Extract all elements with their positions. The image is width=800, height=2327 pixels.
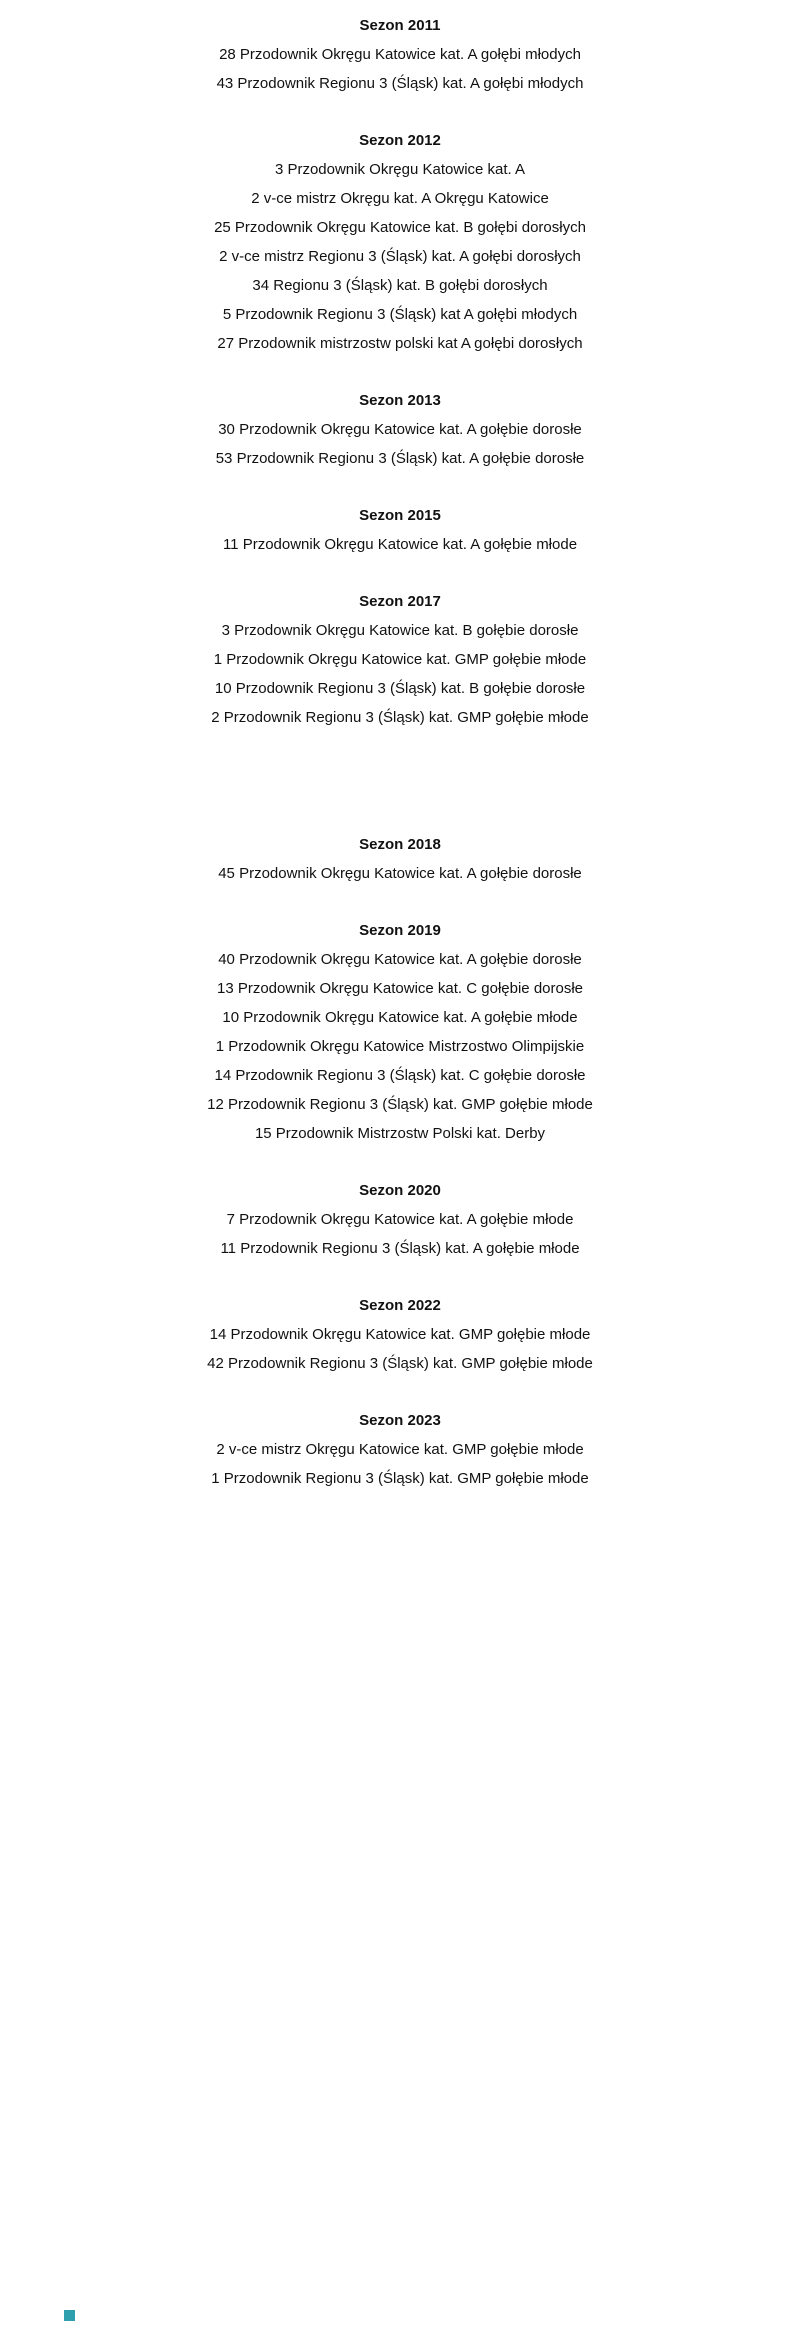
achievement-line: 2 v-ce mistrz Regionu 3 (Śląsk) kat. A gołębi dorosłych [219, 248, 581, 265]
achievement-line: 43 Przodownik Regionu 3 (Śląsk) kat. A gołębi młodych [216, 75, 584, 92]
achievement-line: 25 Przodownik Okręgu Katowice kat. B gołębi dorosłych [214, 219, 586, 236]
achievement-line: 10 Przodownik Regionu 3 (Śląsk) kat. B gołębie dorosłe [214, 680, 586, 697]
season-block-2011 [0, 11, 800, 98]
achievement-line: 5 Przodownik Regionu 3 (Śląsk) kat A gołębi młodych [222, 306, 578, 323]
achievement-line: 7 Przodownik Okręgu Katowice kat. A gołębie młode [226, 1211, 574, 1228]
season-title: Sezon 2019 [359, 922, 441, 939]
season-title: Sezon 2011 [359, 17, 441, 34]
achievement-line: 3 Przodownik Okręgu Katowice kat. A [274, 161, 526, 178]
achievement-line: 3 Przodownik Okręgu Katowice kat. B gołębie dorosłe [221, 622, 579, 639]
achievement-line: 15 Przodownik Mistrzostw Polski kat. Derby [254, 1125, 546, 1142]
achievement-line: 1 Przodownik Okręgu Katowice kat. GMP gołębie młode [213, 651, 587, 668]
achievement-line: 28 Przodownik Okręgu Katowice kat. A gołębi młodych [219, 46, 581, 63]
season-title: Sezon 2017 [359, 593, 441, 610]
achievement-line: 34 Regionu 3 (Śląsk) kat. B gołębi dorosłych [252, 277, 548, 294]
season-title: Sezon 2012 [359, 132, 441, 149]
season-title: Sezon 2013 [359, 392, 441, 409]
achievement-line: 13 Przodownik Okręgu Katowice kat. C gołębie dorosłe [216, 980, 584, 997]
season-block-2015 [0, 501, 800, 559]
achievement-line: 53 Przodownik Regionu 3 (Śląsk) kat. A gołębie dorosłe [215, 450, 585, 467]
season-title: Sezon 2015 [359, 507, 441, 524]
achievement-line: 1 Przodownik Okręgu Katowice Mistrzostwo Olimpijskie [215, 1038, 585, 1055]
achievement-line: 2 Przodownik Regionu 3 (Śląsk) kat. GMP gołębie młode [211, 709, 589, 726]
achievement-line: 45 Przodownik Okręgu Katowice kat. A gołębie dorosłe [218, 865, 582, 882]
season-block-2019 [0, 916, 800, 1148]
season-title: Sezon 2022 [359, 1297, 441, 1314]
season-block-2022 [0, 1291, 800, 1378]
achievement-line: 40 Przodownik Okręgu Katowice kat. A gołębie dorosłe [218, 951, 582, 968]
season-block-2012 [0, 126, 800, 358]
season-title: Sezon 2023 [359, 1412, 441, 1429]
season-block-2023 [0, 1406, 800, 1493]
season-title: Sezon 2020 [359, 1182, 441, 1199]
achievement-line: 30 Przodownik Okręgu Katowice kat. A gołębie dorosłe [218, 421, 582, 438]
season-title: Sezon 2018 [359, 836, 441, 853]
achievement-line: 12 Przodownik Regionu 3 (Śląsk) kat. GMP gołębie młode [207, 1096, 593, 1113]
season-block-2017 [0, 587, 800, 732]
achievement-line: 14 Przodownik Okręgu Katowice kat. GMP gołębie młode [209, 1326, 591, 1343]
season-block-2018 [0, 830, 800, 888]
achievement-line: 2 v-ce mistrz Okręgu kat. A Okręgu Katowice [251, 190, 549, 207]
season-block-2020 [0, 1176, 800, 1263]
achievement-line: 11 Przodownik Okręgu Katowice kat. A gołębie młode [222, 536, 578, 553]
achievement-line: 1 Przodownik Regionu 3 (Śląsk) kat. GMP gołębie młode [211, 1470, 589, 1487]
achievement-line: 10 Przodownik Okręgu Katowice kat. A gołębie młode [222, 1009, 578, 1026]
teal-marker-icon [64, 2310, 75, 2321]
achievement-line: 27 Przodownik mistrzostw polski kat A gołębi dorosłych [217, 335, 583, 352]
achievement-line: 14 Przodownik Regionu 3 (Śląsk) kat. C gołębie dorosłe [214, 1067, 586, 1084]
achievement-line: 42 Przodownik Regionu 3 (Śląsk) kat. GMP gołębie młode [207, 1355, 593, 1372]
season-block-2013 [0, 386, 800, 473]
achievement-line: 11 Przodownik Regionu 3 (Śląsk) kat. A gołębie młode [220, 1240, 580, 1257]
achievement-line: 2 v-ce mistrz Okręgu Katowice kat. GMP gołębie młode [216, 1441, 584, 1458]
